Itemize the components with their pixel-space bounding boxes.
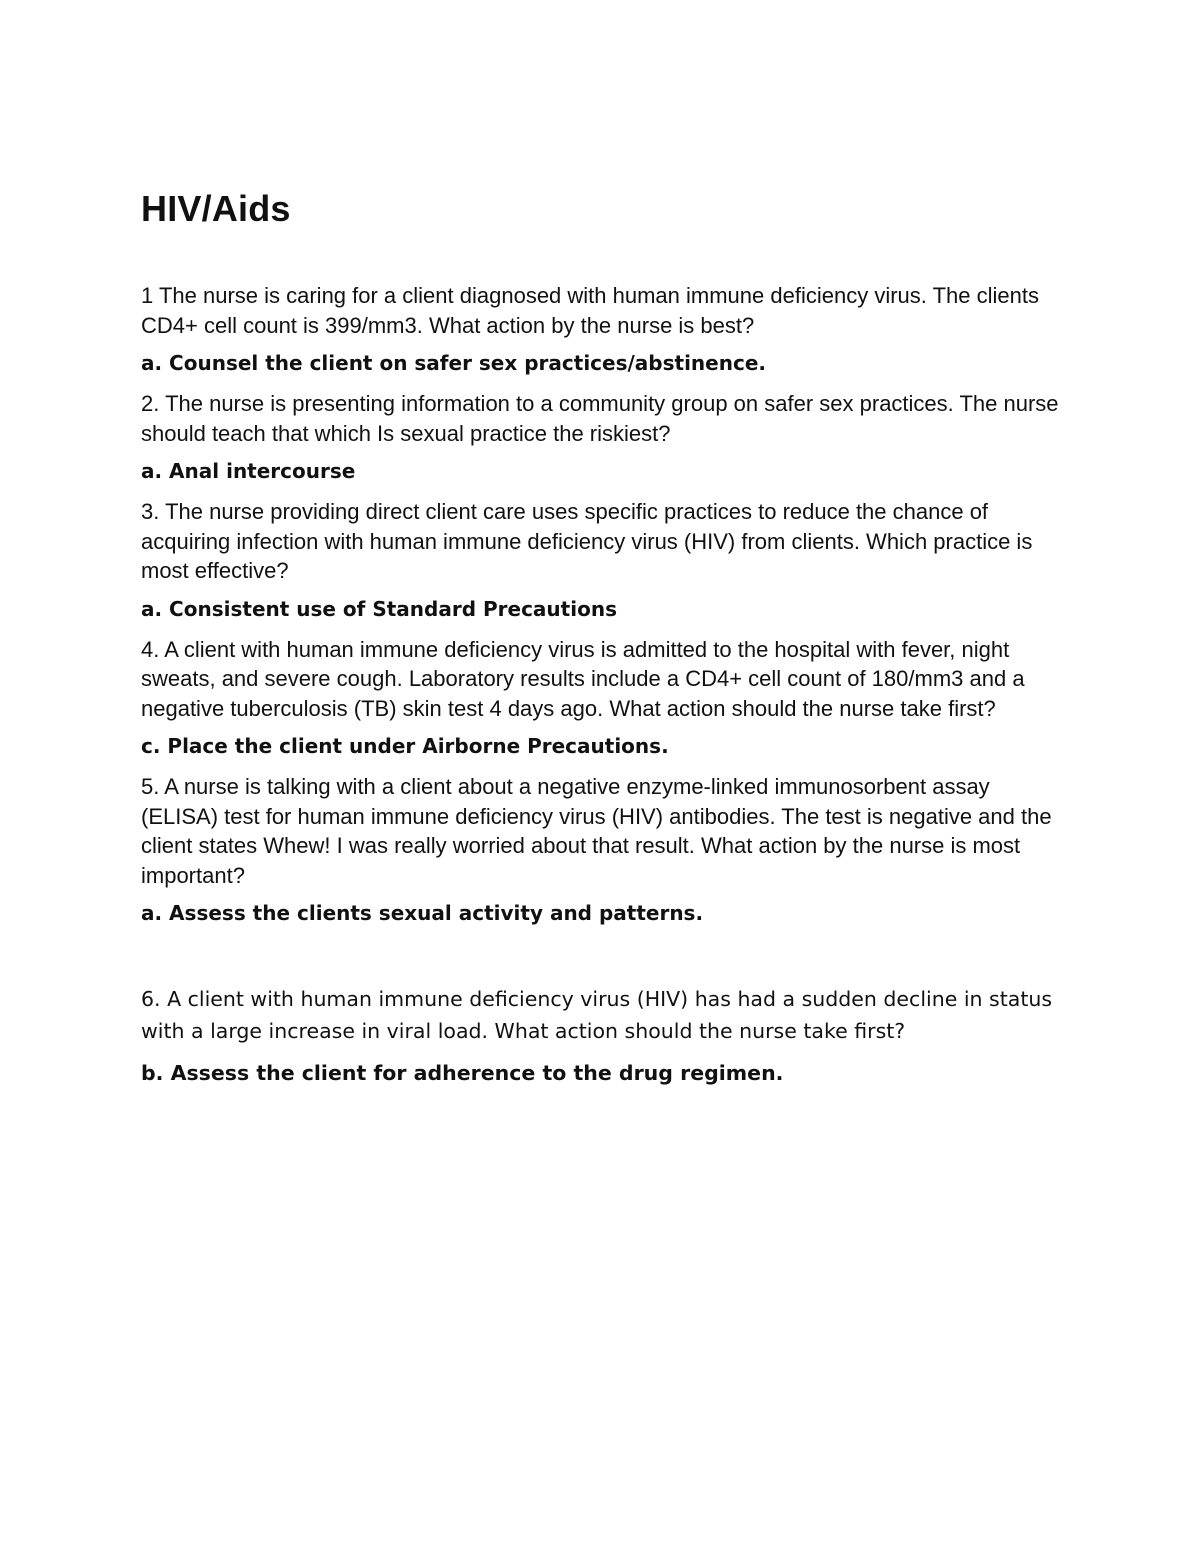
answer-6: b. Assess the client for adherence to the drug regimen. <box>141 1061 784 1085</box>
question-5: 5. A nurse is talking with a client about a negative enzyme-linked immunosorbent assay (ELISA) test for human immune deficiency virus (HIV) antibodies. The test is negative and the client states Whew! I was really worried about that result. What action by the nurse is most important? <box>141 774 1052 888</box>
question-6: 6. A client with human immune deficiency virus (HIV) has had a sudden decline in status with a large increase in viral load. What action should the nurse take first? <box>141 987 1053 1043</box>
section-spacer <box>141 939 1071 983</box>
question-2: 2. The nurse is presenting information to a community group on safer sex practices. The nurse should teach that which Is sexual practice the riskiest? <box>141 391 1059 446</box>
answer-4: c. Place the client under Airborne Precautions. <box>141 734 669 758</box>
answer-2: a. Anal intercourse <box>141 459 356 483</box>
question-1: 1 The nurse is caring for a client diagnosed with human immune deficiency virus. The clients CD4+ cell count is 399/mm3. What action by the nurse is best? <box>141 283 1039 338</box>
page-title: HIV/Aids <box>141 188 291 229</box>
answer-5: a. Assess the clients sexual activity and patterns. <box>141 901 704 925</box>
question-3: 3. The nurse providing direct client care uses specific practices to reduce the chance of acquiring infection with human immune deficiency virus (HIV) from clients. Which practice is most effective? <box>141 499 1033 583</box>
question-4: 4. A client with human immune deficiency virus is admitted to the hospital with fever, night sweats, and severe cough. Laboratory results include a CD4+ cell count of 180/mm3 and a negative tuberculosis (TB) skin test 4 days ago. What action should the nurse take first? <box>141 636 1025 721</box>
answer-1: a. Counsel the client on safer sex practices/abstinence. <box>141 351 766 375</box>
answer-3: a. Consistent use of Standard Precautions <box>141 596 617 621</box>
document-content <box>141 185 1071 1100</box>
